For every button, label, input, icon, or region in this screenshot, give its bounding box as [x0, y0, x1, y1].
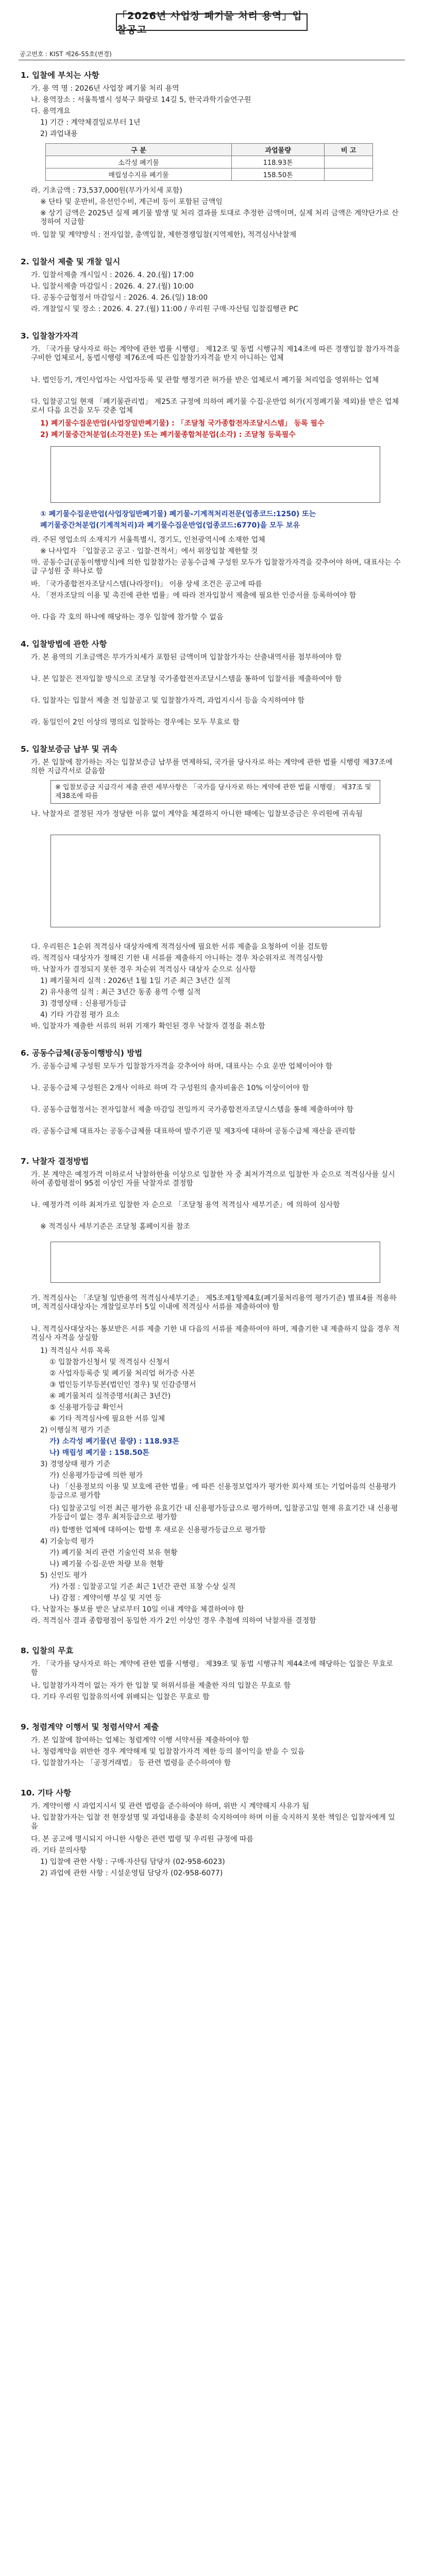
sec5b-item: 2) 유사용역 실적 : 최근 3년간 동종 용역 수행 실적 — [40, 988, 201, 996]
sec7b-item: 가) 폐기물 처리 관련 기술인력 보유 현황 — [49, 1549, 178, 1557]
sec7-item: 가. 본 계약은 예정가격 이하로서 낙찰하한율 이상으로 입찰한 자 중 최저가격으로 입찰한 자 순으로 적격심사를 실시하여 종합평점이 95점 이상인 자를 낙찰자로 결정함 — [31, 1171, 395, 1188]
table-cell: 소각성 폐기물 — [46, 156, 232, 168]
table-cell: 158.50톤 — [231, 168, 324, 181]
sec9-item: 나. 청렴계약을 위반한 경우 계약해제 및 입찰참가자격 제한 등의 불이익을 받을 수 있음 — [31, 1748, 305, 1756]
sec5b-item: 바. 입찰자가 제출한 서류의 허위 기재가 확인된 경우 낙찰자 결정을 취소함 — [31, 1022, 265, 1030]
sec7b-item: ④ 폐기물처리 실적증명서(최근 3년간) — [49, 1392, 171, 1400]
sec7b-item: 다. 낙찰자는 통보를 받은 날로부터 10일 이내 계약을 체결하여야 함 — [31, 1605, 244, 1614]
sec7b-item: 가) 신용평가등급에 의한 평가 — [49, 1471, 143, 1480]
blank-box — [50, 446, 380, 503]
sec8-item: 가. 「국가를 당사자로 하는 계약에 관한 법률 시행령」 제39조 및 동법 시행규칙 제44조에 해당하는 입찰은 무효로 함 — [31, 1660, 393, 1677]
sec3-item: 가. 「국가를 당사자로 하는 계약에 관한 법률 시행령」 제12조 및 동법 시행규칙 제14조에 따른 경쟁입찰 참가자격을 구비한 업체로서, 동법시행령 제76조에 따른 입찰참가자격을 받지 아니하는 업체 — [31, 345, 400, 362]
sec6-item: 나. 공동수급체 구성원은 2개사 이하로 하며 각 구성원의 출자비율은 10% 이상이어야 함 — [31, 1084, 309, 1092]
sec5b-item: 4) 기타 가감점 평가 요소 — [40, 1011, 120, 1019]
sec4-item: 나. 본 입찰은 전자입찰 방식으로 조달청 국가종합전자조달시스템을 통하여 입찰서를 제출하여야 함 — [31, 675, 342, 683]
sec5b-item: 마. 낙찰자가 결정되지 못한 경우 차순위 적격심사 대상자 순으로 심사함 — [31, 965, 256, 974]
sec7-item: 나. 예정가격 이하 최저가로 입찰한 자 순으로 「조달청 용역 적격심사 세부기준」에 의하여 심사함 — [31, 1201, 340, 1209]
sec2-item: 라. 개찰일시 및 장소 : 2026. 4. 27.(월) 11:00 / 우리원 구매·자산팀 입찰집행관 PC — [31, 305, 298, 313]
sec7b-item: ① 입찰참가신청서 및 적격심사 신청서 — [49, 1358, 170, 1366]
sec2-item: 다. 공동수급협정서 마감일시 : 2026. 4. 26.(일) 18:00 — [31, 294, 208, 302]
sec7b-item: 4) 기술능력 평가 — [40, 1537, 94, 1546]
sec1-item: 나. 용역장소 : 서울특별시 성북구 화랑로 14길 5, 한국과학기술연구원 — [31, 96, 251, 104]
sec9-item: 가. 본 입찰에 참여하는 업체는 청렴계약 이행 서약서를 제출하여야 함 — [31, 1736, 249, 1744]
sec7b-item: 3) 경영상태 평가 기준 — [40, 1460, 110, 1468]
sec5-item: 나. 낙찰자로 결정된 자가 정당한 이유 없이 계약을 체결하지 아니한 때에는 입찰보증금은 우리원에 귀속됨 — [31, 810, 363, 818]
sec7b-item: 가) 소각성 폐기물(년 물량) : 118.93톤 — [49, 1437, 179, 1446]
sec7b-item: 나. 적격심사대상자는 통보받은 서류 제출 기한 내 다음의 서류를 제출하여야 하며, 제출기한 내 제출하지 않을 경우 적격심사 자격을 상실함 — [31, 1325, 400, 1342]
sec5-item: 가. 본 입찰에 참가하는 자는 입찰보증금 납부를 면제하되, 국가를 당사자로 하는 계약에 관한 법률 시행령 제37조에 의한 지급각서로 갈음함 — [31, 758, 393, 775]
sec7b-item: 나) 매립성 폐기물 : 158.50톤 — [49, 1449, 149, 1457]
sec3-item: 라. 주된 영업소의 소재지가 서울특별시, 경기도, 인천광역시에 소재한 업체 — [31, 536, 265, 544]
table-cell — [325, 168, 373, 181]
table-cell — [325, 156, 373, 168]
table-header: 비 고 — [325, 144, 373, 156]
sec3-item: 아. 다음 각 호의 하나에 해당하는 경우 입찰에 참가할 수 없음 — [31, 613, 224, 621]
sec7b-item: 나) 「신용정보의 이용 및 보호에 관한 법률」에 따른 신용정보업자가 평가한 회사채 또는 기업어음의 신용평가등급으로 평가함 — [49, 1483, 396, 1500]
sec5b-item: 다. 우리원은 1순위 적격심사 대상자에게 적격심사에 필요한 서류 제출을 요청하여 이를 검토함 — [31, 943, 328, 951]
section-3-title: 3. 입찰참가자격 — [21, 332, 78, 341]
sec10-item: 2) 과업에 관한 사항 : 시설운영팀 담당자 (02-958-6077) — [40, 1869, 223, 1877]
task-volume-table — [45, 143, 373, 181]
sec2-item: 나. 입찰서제출 마감일시 : 2026. 4. 27.(월) 10:00 — [31, 282, 194, 291]
sec6-item: 라. 공동수급체 대표자는 공동수급체를 대표하여 발주기관 및 제3자에 대하여 공동수급체 재산을 관리함 — [31, 1127, 356, 1136]
sec7b-item: ⑤ 신용평가등급 확인서 — [49, 1403, 124, 1412]
sec7b-item: 라. 적격심사 결과 종합평점이 동일한 자가 2인 이상인 경우 추첨에 의하여 낙찰자를 결정함 — [31, 1617, 316, 1625]
sec6-item: 다. 공동수급협정서는 전자입찰서 제출 마감일 전일까지 국가종합전자조달시스템을 통해 제출하여야 함 — [31, 1106, 354, 1114]
sec7b-item: ② 사업자등록증 및 폐기물 처리업 허가증 사본 — [49, 1369, 195, 1378]
section-7-title: 7. 낙찰자 결정방법 — [21, 1157, 89, 1166]
section-4-title: 4. 입찰방법에 관한 사항 — [21, 640, 107, 649]
sec4-item: 라. 동일인이 2인 이상의 명의로 입찰하는 경우에는 모두 무효로 함 — [31, 718, 240, 726]
sec10-item: 라. 기타 문의사항 — [31, 1846, 87, 1855]
sec3-item: 사. 「전자조달의 이용 및 촉진에 관한 법률」에 따라 전자입찰서 제출에 필요한 인증서를 등록하여야 함 — [31, 591, 357, 600]
sec10-item: 1) 입찰에 관한 사항 : 구매·자산팀 담당자 (02-958-6023) — [40, 1858, 225, 1866]
sec1-item: 2) 과업내용 — [40, 130, 78, 138]
sec3-item: ※ 나사업자 「입찰공고 공고 · 입찰·견적서」에서 위장입찰 제한할 것 — [40, 547, 258, 555]
sec5b-item: 3) 경영상태 : 신용평가등급 — [40, 999, 127, 1008]
sec4-item: 가. 본 용역의 기초금액은 부가가치세가 포함된 금액이며 입찰참가자는 산출내역서를 첨부하여야 함 — [31, 653, 342, 662]
section-9-title: 9. 청렴계약 이행서 및 청렴서약서 제출 — [21, 1723, 159, 1732]
sec7b-item: 가. 적격심사는 「조달청 일반용역 적격심사세부기준」 제5조제1항제4호(폐기물처리용역 평가기준) 별표4를 적용하며, 적격심사대상자는 개찰일로부터 5일 이내에 적격심사 서류를 제출하여야 함 — [31, 1294, 397, 1311]
sec7b-item: ⑥ 기타 적격심사에 필요한 서류 일체 — [49, 1415, 165, 1423]
section-10-title: 10. 기타 사항 — [21, 1789, 72, 1798]
sec1-item: 1) 기간 : 계약체결일로부터 1년 — [40, 118, 141, 127]
sec1-item: ※ 상기 금액은 2025년 실제 폐기물 발생 및 처리 결과를 토대로 추정한 금액이며, 실제 처리 금액은 계약단가로 산정하여 지급함 — [40, 209, 399, 226]
sec3-item: 나. 법인등기, 개인사업자는 사업자등록 및 관할 행정기관 허가를 받은 업체로서 폐기물 처리업을 영위하는 업체 — [31, 376, 379, 384]
sec1-item: 가. 용 역 명 : 2026년 사업장 폐기물 처리 용역 — [31, 84, 179, 93]
sec5b-item: 1) 폐기물처리 실적 : 2026년 1월 1일 기준 최근 3년간 실적 — [40, 977, 231, 985]
sec3-item: 마. 공동수급(공동이행방식)에 의한 입찰참가는 공동수급체 구성원 모두가 입찰참가자격을 갖추어야 하며, 대표사는 수급 구성원 중 하나로 함 — [31, 558, 401, 575]
sec3-highlight: 폐기물중간처분업(기계적처리)과 폐기물수집운반업(업종코드:6770)을 모두 보유 — [40, 521, 300, 530]
sec7b-item: 나) 감점 : 계약이행 부실 및 지연 등 — [49, 1594, 162, 1602]
sec7b-item: 5) 신인도 평가 — [40, 1571, 87, 1580]
table-row — [46, 156, 373, 168]
sec10-item: 가. 계약이행 시 과업지시서 및 관련 법령을 준수하여야 하며, 위반 시 계약해지 사유가 됨 — [31, 1802, 310, 1810]
sec10-item: 다. 본 공고에 명시되지 아니한 사항은 관련 법령 및 우리원 규정에 따름 — [31, 1835, 254, 1843]
sec9-item: 다. 입찰참가자는 「공정거래법」 등 관련 법령을 준수하여야 함 — [31, 1759, 231, 1767]
sec10-item: 나. 입찰참가자는 입찰 전 현장설명 및 과업내용을 충분히 숙지하여야 하며 이를 숙지하지 못한 책임은 입찰자에게 있음 — [31, 1814, 395, 1831]
sec1-item: 다. 용역개요 — [31, 107, 71, 115]
sec7b-item: 라) 합병한 업체에 대하여는 합병 후 새로운 신용평가등급으로 평가함 — [49, 1526, 266, 1534]
sec4-item: 다. 입찰자는 입찰서 제출 전 입찰공고 및 입찰참가자격, 과업지시서 등을 숙지하여야 함 — [31, 697, 305, 705]
sec7b-item: 2) 이행실적 평가 기준 — [40, 1426, 110, 1434]
notice-title: 「2026년 사업장 폐기물 처리 용역」입찰공고 — [116, 13, 308, 31]
sec7b-item: 나) 폐기물 수집·운반 차량 보유 현황 — [49, 1560, 164, 1568]
notice-box — [50, 780, 380, 804]
table-row — [46, 168, 373, 181]
sec3-highlight: ① 폐기물수집운반업(사업장일반폐기물) 폐기물-기계적처리전문(업종코드:1250) 또는 — [40, 510, 316, 518]
sec2-item: 가. 입찰서제출 개시일시 : 2026. 4. 20.(월) 17:00 — [31, 271, 194, 279]
sec3-item: 1) 폐기물수집운반업(사업장일반폐기물) : 「조달청 국가종합전자조달시스템」 등록 필수 — [40, 419, 325, 428]
sec6-item: 가. 공동수급체 구성원 모두가 입찰참가자격을 갖추어야 하며, 대표사는 수요 운반 업체이어야 함 — [31, 1062, 333, 1071]
sec7b-item: 1) 적격심사 서류 목록 — [40, 1347, 110, 1355]
section-6-title: 6. 공동수급체(공동이행방식) 방법 — [21, 1049, 143, 1058]
sec3-item: 2) 폐기물중간처분업(소각전문) 또는 폐기물종합처분업(소각) : 조달청 등록필수 — [40, 431, 296, 439]
sec7b-item: 다) 입찰공고일 이전 최근 평가한 유효기간 내 신용평가등급으로 평가하며, 입찰공고일 현재 유효기간 내 신용평가등급이 없는 경우 최저등급으로 평가함 — [49, 1504, 398, 1521]
sec5-note: ※ 입찰보증금 지급각서 제출 관련 세부사항은 「국가를 당사자로 하는 계약에 관한 법률 시행령」 제37조 및 제38조에 따름 — [55, 784, 371, 800]
sec8-item: 다. 기타 우리원 입찰유의서에 위배되는 입찰은 무효로 함 — [31, 1693, 210, 1701]
sec1-item: 라. 기초금액 : 73,537,000원(부가가치세 포함) — [31, 187, 182, 195]
sec8-item: 나. 입찰참가자격이 없는 자가 한 입찰 및 허위서류를 제출한 자의 입찰은 무효로 함 — [31, 1682, 291, 1690]
section-2-title: 2. 입찰서 제출 및 개찰 일시 — [21, 258, 121, 266]
section-1-title: 1. 입찰에 부치는 사항 — [21, 71, 99, 80]
table-header: 과업물량 — [231, 144, 324, 156]
section-5-title: 5. 입찰보증금 납부 및 귀속 — [21, 745, 117, 754]
sec7b-item: 가) 가점 : 입찰공고일 기준 최근 1년간 관련 표창 수상 실적 — [49, 1583, 236, 1591]
table-cell: 118.93톤 — [231, 156, 324, 168]
table-cell: 매립성수지류 폐기물 — [46, 168, 232, 181]
sec1-item: 마. 입찰 및 계약방식 : 전자입찰, 총액입찰, 제한경쟁입찰(지역제한), 적격심사낙찰제 — [31, 231, 297, 239]
sec5b-item: 라. 적격심사 대상자가 정해진 기한 내 서류를 제출하지 아니하는 경우 차순위자로 적격심사함 — [31, 954, 324, 962]
sec1-item: ※ 단타 및 운반비, 유선인수비, 계근비 등이 포함된 금액임 — [40, 198, 223, 206]
blank-box — [50, 835, 380, 927]
blank-box — [50, 1242, 380, 1283]
table-header: 구 분 — [46, 144, 232, 156]
section-8-title: 8. 입찰의 무효 — [21, 1647, 74, 1655]
sec7-item: ※ 적격심사 세부기준은 조달청 홈페이지를 참조 — [40, 1223, 190, 1231]
notice-number: 공고번호 : KIST 제26-55호(변경) — [20, 50, 112, 58]
sec3-item: 바. 「국가종합전자조달시스템(나라장터)」 이용 상세 조건은 공고에 따름 — [31, 580, 262, 588]
sec3-item: 다. 입찰공고일 현재 「폐기물관리법」 제25조 규정에 의하여 폐기물 수집·운반업 허가(지정폐기물 제외)를 받은 업체로서 다음 요건을 모두 갖춘 업체 — [31, 398, 399, 415]
sec7b-item: ③ 법인등기부등본(법인인 경우) 및 인감증명서 — [49, 1381, 196, 1389]
